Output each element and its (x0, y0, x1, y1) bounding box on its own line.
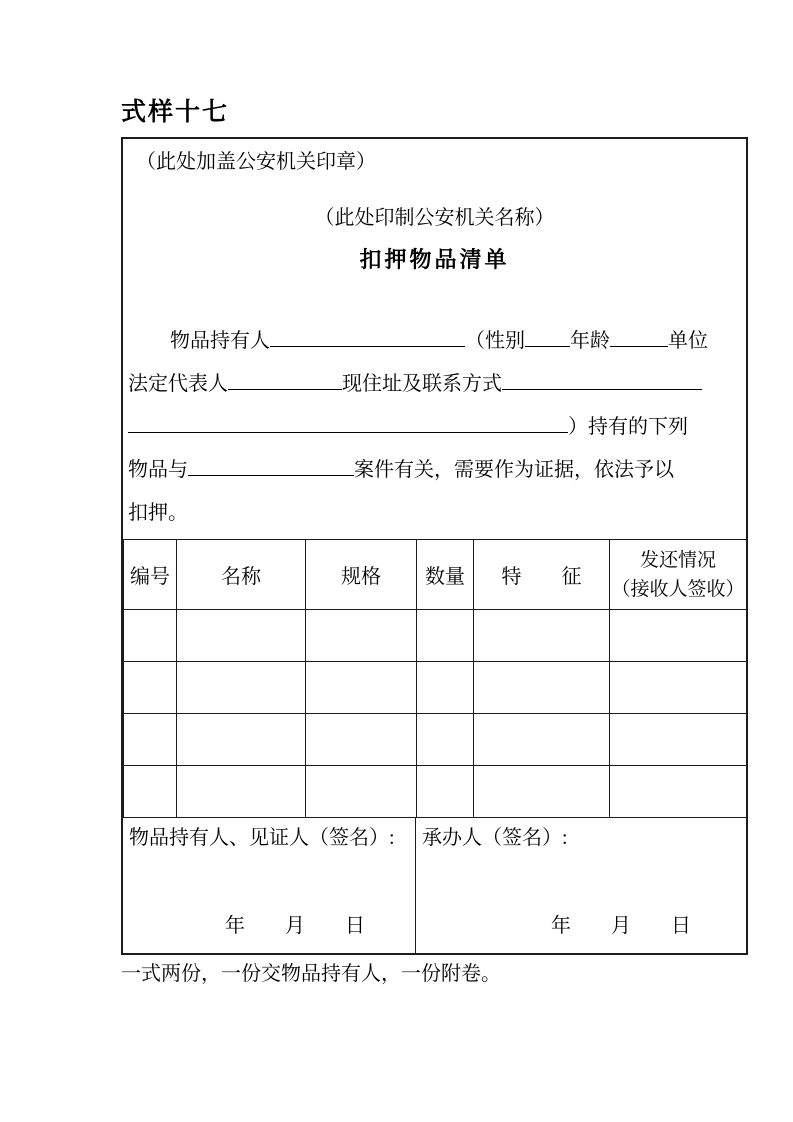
empty-cell (177, 610, 306, 662)
empty-cell (610, 714, 747, 766)
empty-cell (417, 766, 474, 818)
signature-section (123, 818, 746, 953)
document-title: 扣押物品清单 (359, 247, 510, 272)
holder-name-blank (270, 326, 465, 347)
handler-signature-cell (415, 818, 746, 953)
empty-cell (610, 766, 747, 818)
unit-label: 单位 (668, 330, 708, 352)
empty-cell (417, 714, 474, 766)
empty-cell (474, 714, 610, 766)
org-name-placeholder-note: （此处印制公安机关名称） (314, 207, 555, 229)
empty-cell (417, 662, 474, 714)
holds-following-text: ）持有的下列 (568, 416, 688, 438)
header-return-status (610, 540, 747, 610)
legal-rep-blank (228, 369, 342, 390)
empty-cell (417, 610, 474, 662)
header-name: 名称 (177, 540, 306, 610)
age-label: 年龄 (570, 330, 610, 352)
holder-signature-label: 物品持有人、见证人（签名）: (129, 827, 395, 849)
handler-signature-date: 年 月 日 (551, 915, 691, 937)
empty-cell (306, 610, 417, 662)
address-contact-blank (502, 369, 702, 390)
table-empty-row (124, 714, 747, 766)
items-with-label: 物品与 (128, 459, 188, 481)
empty-cell (124, 714, 177, 766)
seizure-text: 扣押。 (128, 502, 188, 524)
copies-note: 一式两份，一份交物品持有人，一份附卷。 (121, 963, 501, 985)
paragraph-line-4 (128, 449, 710, 492)
address-contact-label: 现住址及联系方式 (342, 373, 502, 395)
case-name-blank (188, 455, 354, 476)
case-related-text: 案件有关，需要作为证据，依法予以 (354, 459, 674, 481)
paragraph-line-3 (128, 406, 710, 449)
empty-cell (306, 766, 417, 818)
address-continued-blank (128, 412, 568, 433)
header-spec: 规格 (306, 540, 417, 610)
empty-cell (124, 766, 177, 818)
holder-label: 物品持有人 (170, 330, 270, 352)
empty-cell (177, 662, 306, 714)
empty-cell (124, 662, 177, 714)
return-status-line2: （接收人签收） (611, 578, 745, 600)
header-number: 编号 (124, 540, 177, 610)
header-features: 特 征 (474, 540, 610, 610)
table-header-row (124, 540, 747, 610)
empty-cell (306, 662, 417, 714)
legal-rep-label: 法定代表人 (128, 373, 228, 395)
table-empty-row (124, 610, 747, 662)
gender-blank (525, 326, 570, 347)
body-paragraph (128, 320, 710, 535)
handler-signature-label: 承办人（签名）: (422, 827, 568, 849)
paragraph-line-1 (128, 320, 710, 363)
holder-signature-cell (123, 818, 415, 953)
age-blank (610, 326, 668, 347)
seized-items-table (123, 539, 747, 818)
paragraph-line-2 (128, 363, 710, 406)
empty-cell (610, 662, 747, 714)
stamp-placeholder-note: （此处加盖公安机关印章） (136, 151, 376, 173)
table-empty-row (124, 662, 747, 714)
empty-cell (474, 610, 610, 662)
gender-label: （性别 (465, 330, 525, 352)
holder-signature-date: 年 月 日 (225, 915, 365, 937)
empty-cell (474, 662, 610, 714)
empty-cell (124, 610, 177, 662)
form-sample-label: 式样十七 (121, 98, 230, 126)
paragraph-line-5 (128, 492, 710, 535)
empty-cell (306, 714, 417, 766)
table-empty-row (124, 766, 747, 818)
header-quantity: 数量 (417, 540, 474, 610)
empty-cell (610, 610, 747, 662)
form-outer-box (121, 137, 748, 955)
empty-cell (474, 766, 610, 818)
empty-cell (177, 766, 306, 818)
return-status-line1: 发还情况 (639, 549, 716, 571)
empty-cell (177, 714, 306, 766)
